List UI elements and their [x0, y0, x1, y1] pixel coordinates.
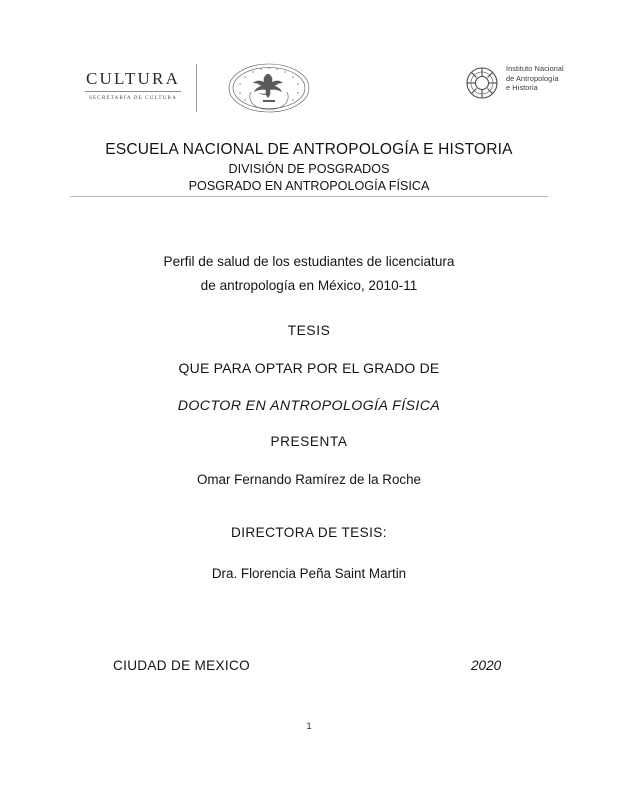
city-name: CIUDAD DE MEXICO — [113, 658, 250, 673]
header-separator-rule — [70, 196, 548, 197]
presenta-label: PRESENTA — [270, 434, 348, 449]
thesis-title — [0, 250, 618, 298]
page-number: 1 — [306, 721, 312, 732]
cultura-wordmark — [78, 70, 188, 101]
inah-logo — [462, 58, 590, 110]
cultura-logo — [78, 62, 253, 114]
document-type: TESIS — [287, 323, 331, 338]
year: 2020 — [471, 658, 502, 673]
division-name: DIVISIÓN DE POSGRADOS — [228, 162, 390, 177]
school-name: ESCUELA NACIONAL DE ANTROPOLOGÍA E HISTORIA — [105, 141, 513, 158]
cultura-divider-rule — [85, 91, 181, 92]
inah-line-2: de Antropología — [506, 73, 559, 83]
program-name: POSGRADO EN ANTROPOLOGÍA FÍSICA — [188, 179, 430, 194]
thesis-title-line-2: de antropología en México, 2010-11 — [200, 277, 418, 293]
cultura-title: CULTURA — [85, 69, 181, 88]
cultura-subtitle: SECRETARÍA DE CULTURA — [89, 95, 177, 101]
inah-line-3: e Historia — [506, 83, 538, 93]
inah-wordmark — [506, 64, 564, 93]
advisor-label: DIRECTORA DE TESIS: — [231, 525, 387, 540]
institution-block — [0, 140, 618, 195]
thesis-title-line-1: Perfil de salud de los estudiantes de licenciatura — [163, 254, 455, 269]
advisor-name: Dra. Florencia Peña Saint Martin — [211, 566, 407, 581]
degree-name: DOCTOR EN ANTROPOLOGÍA FÍSICA — [177, 398, 441, 414]
author-name: Omar Fernando Ramírez de la Roche — [196, 472, 422, 487]
inah-line-1: Instituto Nacional — [506, 64, 564, 73]
mexican-coat-of-arms-icon — [211, 62, 327, 114]
inah-monogram-icon — [462, 62, 502, 104]
logo-vertical-divider — [196, 64, 197, 112]
logo-row — [0, 58, 618, 118]
grade-statement: QUE PARA OPTAR POR EL GRADO DE — [178, 360, 440, 376]
